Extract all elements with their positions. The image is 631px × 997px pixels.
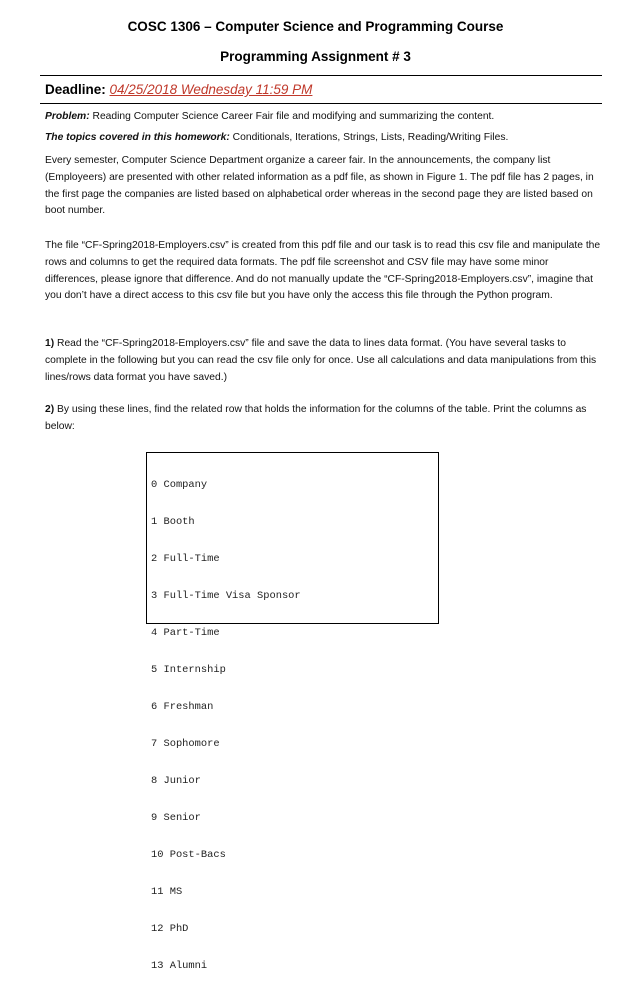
code-line: 9 Senior [151, 811, 201, 824]
code-line: 13 Alumni [151, 960, 208, 973]
code-line: 3 Full-Time Visa Sponsor [151, 589, 301, 602]
deadline-label: Deadline: [45, 82, 106, 97]
code-line: 8 Junior [151, 774, 201, 787]
step-2-text: By using these lines, find the related row that holds the information for the columns of the table. Print the columns as below: [45, 404, 587, 432]
divider-top [40, 75, 602, 76]
step-1-number: 1) [45, 338, 55, 349]
code-line: 2 Full-Time [151, 552, 220, 565]
code-line: 11 MS [151, 886, 183, 899]
step-1 [45, 336, 603, 386]
topics-text: Conditionals, Iterations, Strings, Lists, Reading/Writing Files. [229, 132, 509, 143]
columns-output-box [146, 452, 439, 973]
step-2 [45, 402, 603, 436]
assignment-title: Programming Assignment # 3 [220, 49, 411, 64]
code-line: 4 Part-Time [151, 626, 220, 639]
topics-statement [45, 130, 603, 147]
deadline-date: 04/25/2018 Wednesday 11:59 PM [109, 82, 313, 97]
course-title: COSC 1306 – Computer Science and Programming Course [127, 19, 504, 34]
code-line: 0 Company [151, 478, 208, 491]
problem-statement [45, 109, 603, 126]
divider-bottom [40, 103, 602, 104]
code-line: 5 Internship [151, 663, 226, 676]
problem-text: Reading Computer Science Career Fair file and modifying and summarizing the content. [89, 111, 495, 122]
file-paragraph: The file “CF-Spring2018-Employers.csv” is created from this pdf file and our task is to read this csv file and manipulate the rows and columns to get the required data formats. The pdf file screenshot and CSV file may have some minor differences, please ignore that difference. And do not manually update the “CF-Spring2018-Employers.csv”, imagine that you don’t have a direct access to this csv file but you have only the access this file through the Python program. [45, 240, 601, 302]
deadline [45, 82, 312, 97]
topics-label: The topics covered in this homework: [45, 132, 230, 143]
code-line: 6 Freshman [151, 700, 214, 713]
step-1-text: Read the “CF-Spring2018-Employers.csv” file and save the data to lines data format. (You have several tasks to complete in the following but you can read the csv file only for once. Use all calculations and data manipulations from this lines/rows data format you have saved.) [45, 338, 597, 383]
step-2-number: 2) [45, 404, 55, 415]
code-line: 7 Sophomore [151, 737, 220, 750]
code-line: 1 Booth [151, 515, 195, 528]
problem-label: Problem: [45, 111, 90, 122]
code-line: 10 Post-Bacs [151, 849, 226, 861]
code-line: 12 PhD [151, 923, 189, 936]
intro-paragraph: Every semester, Computer Science Department organize a career fair. In the announcements, the company list (Employeers) are presented with other related information as a pdf file, as shown in Figure 1. The pdf file has 2 pages, in the first page the companies are listed based on alphabetical order whereas in the second page they are listed based on boot number. [45, 155, 594, 217]
